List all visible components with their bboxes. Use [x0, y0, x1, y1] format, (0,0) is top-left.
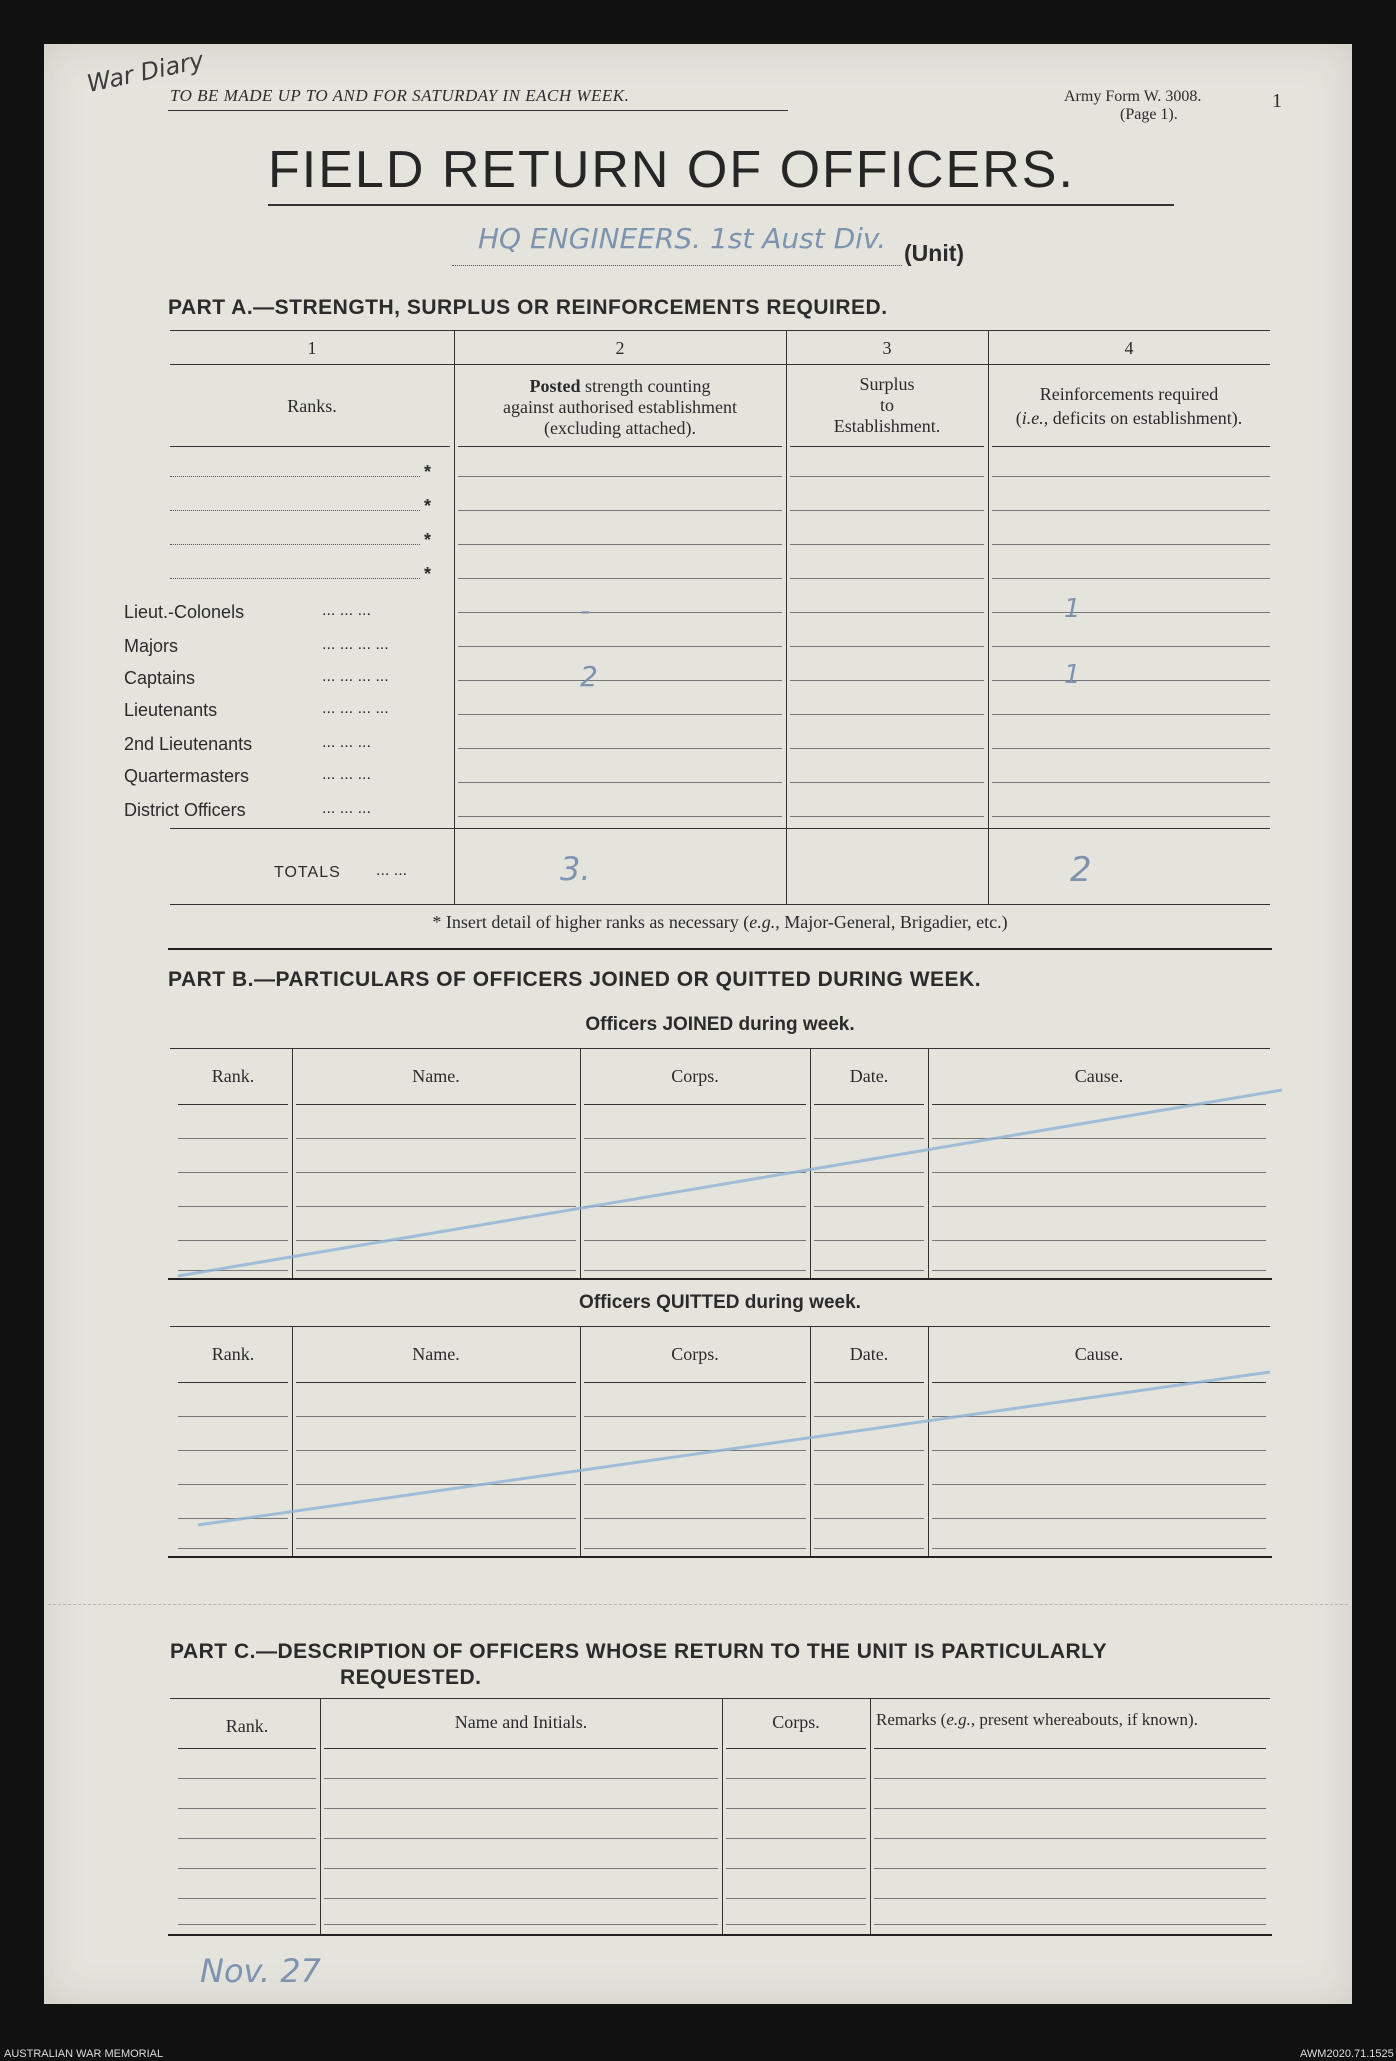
table-column-header: Corps. — [671, 1066, 719, 1086]
totals-posted: 3. — [560, 850, 591, 888]
part-c-row-line — [178, 1748, 316, 1749]
rank-label: Majors — [124, 636, 179, 656]
rank-label: Lieutenants — [124, 700, 218, 720]
part-c-top-rule — [170, 1698, 1270, 1699]
table-column-header: Rank. — [211, 1344, 255, 1364]
rank-dots: ... ... ... ... — [322, 636, 389, 653]
part-c-row-line — [324, 1838, 718, 1839]
part-c-row-line — [178, 1778, 316, 1779]
form-number: Army Form W. 3008. — [1064, 88, 1202, 105]
table-column-header: Name. — [412, 1344, 460, 1364]
reinforcements-header-italic: i.e., — [1021, 408, 1049, 428]
table-column-header: Name. — [412, 1066, 460, 1086]
part-c-column-divider — [722, 1698, 723, 1934]
ranks-header: Ranks. — [287, 396, 337, 416]
part-c-row-line — [726, 1868, 866, 1869]
part-c-column-divider — [870, 1698, 871, 1934]
part-c-row-line — [178, 1808, 316, 1809]
posted-header-line3: (excluding attached). — [544, 418, 696, 438]
part-c-row-line — [324, 1808, 718, 1809]
rank-dots: ... ... ... ... — [322, 668, 389, 685]
footer-right: AWM2020.71.1525 — [1300, 2048, 1394, 2060]
blank-rank-asterisk: * — [424, 564, 432, 584]
part-c-bottom-rule — [168, 1934, 1272, 1936]
part-c-row-line — [178, 1898, 316, 1899]
part-c-row-line — [178, 1868, 316, 1869]
part-c-row-line — [178, 1838, 316, 1839]
joined-title: Officers JOINED during week. — [585, 1014, 855, 1035]
part-c-remarks-header — [876, 1710, 1198, 1730]
rank-posted-value: - — [580, 594, 591, 627]
rank-label: Captains — [124, 668, 196, 688]
totals-dots: ... ... — [376, 862, 408, 879]
page-title: FIELD RETURN OF OFFICERS. — [268, 141, 1075, 199]
unit-label: (Unit) — [904, 240, 965, 266]
part-c-row-line — [874, 1898, 1266, 1899]
part-c-column-divider — [320, 1698, 321, 1934]
part-c-name-header: Name and Initials. — [454, 1712, 588, 1732]
rank-dots: ... ... ... — [322, 734, 371, 751]
quitted-strike-line — [198, 1372, 1270, 1525]
blank-rank-asterisk: * — [424, 530, 432, 550]
blank-rank-asterisk: * — [424, 496, 432, 516]
col-number-1: 1 — [307, 338, 317, 358]
footnote-prefix: * Insert detail of higher ranks as necessary ( — [432, 912, 750, 932]
rank-label: Quartermasters — [124, 766, 250, 786]
surplus-header-line2: to — [879, 395, 894, 415]
footnote-suffix: Major-General, Brigadier, etc.) — [779, 912, 1008, 932]
table-column-header: Date. — [849, 1344, 889, 1364]
part-c-row-line — [324, 1924, 718, 1925]
bottom-date-annotation: Nov. 27 — [200, 1952, 321, 1990]
remarks-suffix: present whereabouts, if known). — [975, 1710, 1198, 1729]
rank-label: 2nd Lieutenants — [124, 734, 253, 754]
reinforcements-header-line1: Reinforcements required — [1039, 384, 1219, 404]
rank-dots: ... ... ... — [322, 766, 371, 783]
part-b-heading: PART B.—PARTICULARS OF OFFICERS JOINED OR QUITTED DURING WEEK. — [168, 968, 982, 991]
reinforcements-header-open: ( — [1015, 408, 1022, 428]
rank-label: District Officers — [124, 800, 246, 820]
part-c-row-line — [726, 1808, 866, 1809]
posted-header-line2: against authorised establishment — [503, 397, 737, 417]
part-c-row-line — [726, 1924, 866, 1925]
unit-value: HQ ENGINEERS. 1st Aust Div. — [478, 222, 887, 255]
table-column-header: Cause. — [1074, 1344, 1124, 1364]
part-a-heading: PART A.—STRENGTH, SURPLUS OR REINFORCEMENTS REQUIRED. — [168, 296, 888, 319]
part-c-corps-header: Corps. — [772, 1712, 820, 1732]
part-c-row-line — [726, 1898, 866, 1899]
totals-reinforcements: 2 — [1070, 850, 1092, 890]
surplus-header-line3: Establishment. — [833, 416, 941, 436]
col-number-2: 2 — [615, 338, 625, 358]
part-c-row-line — [874, 1778, 1266, 1779]
part-c-row-line — [874, 1924, 1266, 1925]
part-c-row-line — [726, 1838, 866, 1839]
part-c-row-line — [874, 1868, 1266, 1869]
part-c-heading-line2: REQUESTED. — [340, 1666, 482, 1689]
rank-dots: ... ... ... — [322, 602, 371, 619]
rank-reinforcements-value: 1 — [1064, 594, 1081, 624]
part-c-row-line — [324, 1748, 718, 1749]
rank-posted-value: 2 — [580, 660, 598, 693]
remarks-prefix: Remarks ( — [876, 1710, 947, 1729]
table-column-header: Date. — [849, 1066, 889, 1086]
totals-label: TOTALS — [274, 864, 341, 881]
rank-dots: ... ... ... ... — [322, 700, 389, 717]
table-column-header: Corps. — [671, 1344, 719, 1364]
col-number-4: 4 — [1124, 338, 1134, 358]
corner-mark: 1 — [1272, 90, 1282, 112]
part-c-row-line — [874, 1748, 1266, 1749]
blank-rank-asterisk: * — [424, 462, 432, 482]
rank-reinforcements-value: 1 — [1064, 660, 1081, 690]
reinforcements-header-line2: deficits on establishment). — [1048, 408, 1243, 428]
page-number: (Page 1). — [1120, 106, 1178, 123]
part-c-row-line — [324, 1898, 718, 1899]
footer-left: AUSTRALIAN WAR MEMORIAL — [4, 2048, 164, 2060]
table-column-header: Cause. — [1074, 1066, 1124, 1086]
quitted-title: Officers QUITTED during week. — [579, 1292, 861, 1313]
war-diary-annotation: War Diary — [84, 45, 207, 99]
rank-dots: ... ... ... — [322, 800, 371, 817]
posted-header-line1: strength counting — [580, 376, 711, 396]
posted-header-bold: Posted — [529, 376, 581, 396]
part-c-row-line — [874, 1808, 1266, 1809]
joined-strike-line — [178, 1090, 1282, 1276]
part-c-row-line — [874, 1838, 1266, 1839]
instruction-text: TO BE MADE UP TO AND FOR SATURDAY IN EACH WEEK. — [170, 86, 630, 105]
part-c-heading-line1: PART C.—DESCRIPTION OF OFFICERS WHOSE RETURN TO THE UNIT IS PARTICULARLY — [170, 1640, 1108, 1663]
remarks-italic: e.g., — [946, 1710, 976, 1729]
col-number-3: 3 — [882, 338, 892, 358]
rank-label: Lieut.-Colonels — [124, 602, 245, 622]
part-c-row-line — [726, 1748, 866, 1749]
part-c-row-line — [324, 1778, 718, 1779]
part-c-row-line — [726, 1778, 866, 1779]
table-column-header: Rank. — [211, 1066, 255, 1086]
part-c-row-line — [324, 1868, 718, 1869]
part-c-row-line — [178, 1924, 316, 1925]
surplus-header-line1: Surplus — [859, 374, 915, 394]
footnote-italic: e.g., — [749, 912, 780, 932]
perforation-line — [48, 1604, 1348, 1605]
part-c-rank-header: Rank. — [225, 1716, 269, 1736]
